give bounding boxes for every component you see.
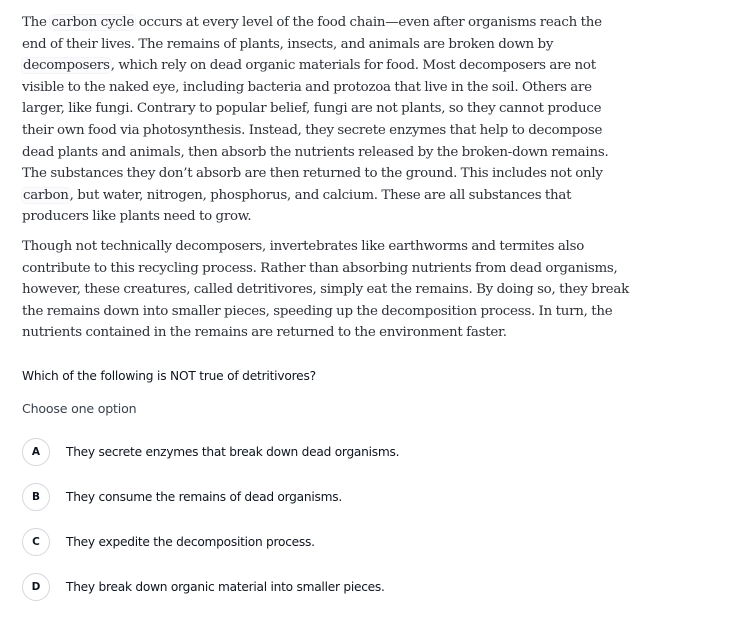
answer-options: [22, 437, 622, 617]
passage-line: The substances they don’t absorb are then returned to the ground. This includes not only: [22, 166, 603, 182]
option-c[interactable]: [22, 527, 622, 557]
option-d[interactable]: [22, 572, 622, 602]
option-a[interactable]: [22, 437, 622, 467]
passage-line: The carbon cycle occurs at every level of the food chain—even after organisms reach the: [22, 15, 602, 30]
passage-line: their own food via photosynthesis. Instead, they secrete enzymes that help to decompose: [22, 122, 603, 138]
passage-line: contribute to this recycling process. Rather than absorbing nutrients from dead organisms,: [22, 260, 618, 276]
passage-line: larger, like fungi. Contrary to popular belief, fungi are not plants, so they cannot produce: [22, 101, 602, 117]
option-b-badge[interactable]: B: [22, 483, 50, 511]
option-b[interactable]: [22, 482, 622, 512]
option-b-label[interactable]: They consume the remains of dead organisms.: [66, 490, 342, 504]
option-d-label[interactable]: They break down organic material into smaller pieces.: [66, 580, 385, 594]
passage-line: decomposers, which rely on dead organic materials for food. Most decomposers are not: [23, 58, 596, 74]
glossary-term[interactable]: carbon: [23, 187, 69, 203]
glossary-term[interactable]: carbon cycle: [51, 15, 135, 30]
passage-paragraph: [22, 236, 629, 344]
glossary-term[interactable]: decomposers: [23, 58, 110, 74]
option-c-label[interactable]: They expedite the decomposition process.: [66, 535, 315, 549]
passage-line: visible to the naked eye, including bacteria and protozoa that live in the soil. Others are: [22, 79, 592, 95]
question-instruction: Choose one option: [22, 401, 137, 416]
passage-line: carbon, but water, nitrogen, phosphorus, and calcium. These are all substances that: [23, 187, 572, 203]
option-a-label[interactable]: They secrete enzymes that break down dead organisms.: [66, 445, 400, 459]
option-d-badge[interactable]: D: [22, 573, 50, 601]
option-a-badge[interactable]: A: [22, 438, 50, 466]
reading-passage: [22, 12, 629, 352]
question-text: Which of the following is NOT true of detritivores?: [22, 369, 316, 383]
passage-line: however, these creatures, called detritivores, simply eat the remains. By doing so, they break: [22, 282, 629, 298]
passage-line: nutrients contained in the remains are returned to the environment faster.: [22, 325, 507, 341]
passage-line: dead plants and animals, then absorb the nutrients released by the broken-down remains.: [22, 144, 609, 160]
passage-line: Though not technically decomposers, invertebrates like earthworms and termites also: [22, 238, 585, 254]
passage-line: producers like plants need to grow.: [22, 209, 252, 225]
passage-paragraph: [22, 12, 609, 228]
passage-line: end of their lives. The remains of plants, insects, and animals are broken down by: [22, 36, 554, 52]
option-c-badge[interactable]: C: [22, 528, 50, 556]
passage-line: the remains down into smaller pieces, speeding up the decomposition process. In turn, the: [22, 303, 613, 319]
